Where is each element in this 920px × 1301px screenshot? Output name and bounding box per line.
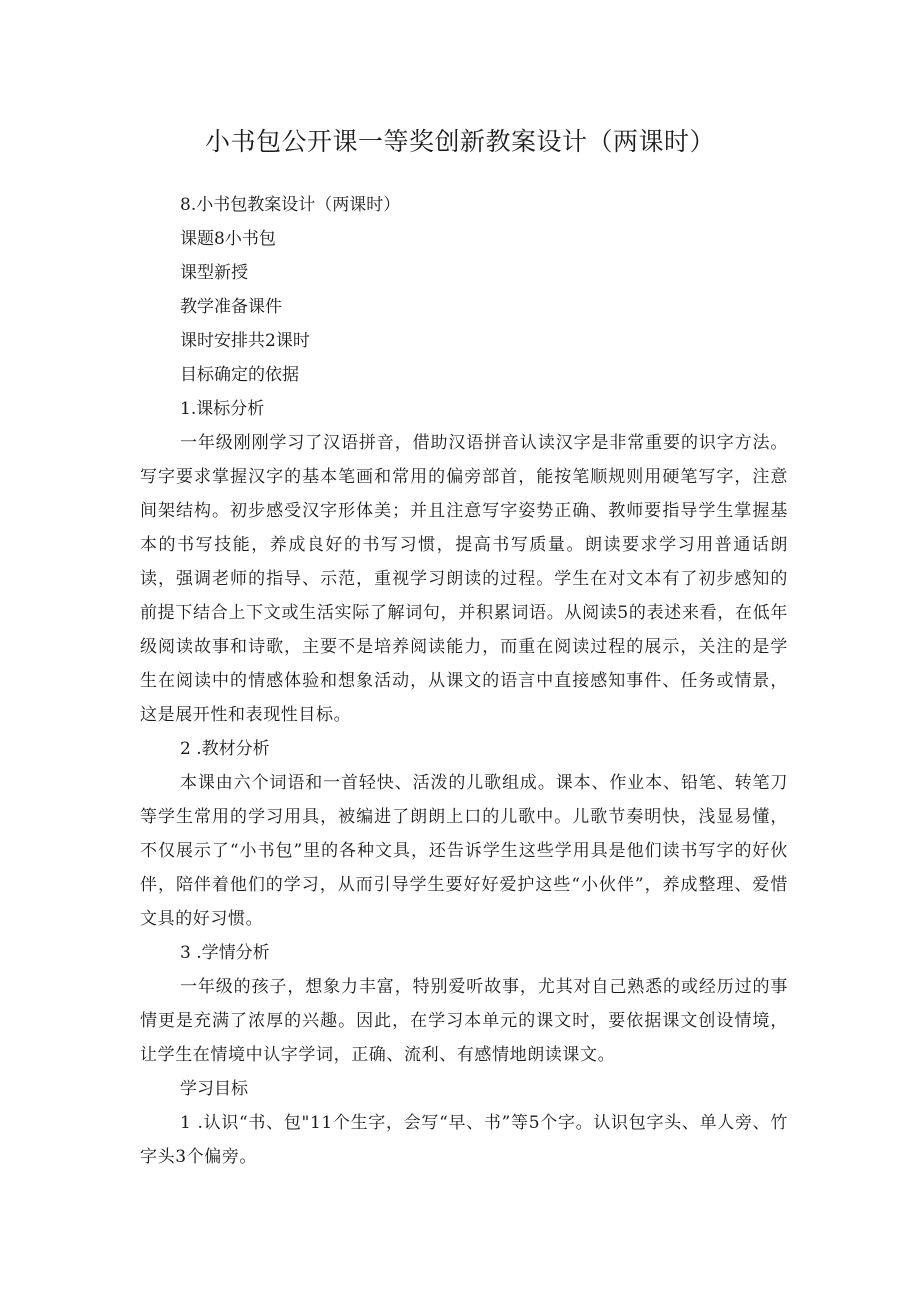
section1-heading: 1.课标分析 — [180, 399, 265, 419]
teaching-preparation: 教学准备课件 — [180, 297, 282, 317]
document-body — [140, 188, 788, 1174]
lesson-topic: 课题8小书包 — [180, 229, 276, 249]
lesson-type: 课型新授 — [180, 263, 248, 283]
section3-heading: 3 .学情分析 — [180, 943, 270, 963]
lesson-header: 8.小书包教案设计（两课时） — [180, 195, 401, 215]
page-title: 小书包公开课一等奖创新教案设计（两课时） — [204, 127, 715, 156]
class-schedule: 课时安排共2课时 — [180, 331, 310, 351]
section2-paragraph: 本课由六个词语和一首轻快、活泼的儿歌组成。课本、作业本、铅笔、转笔刀等学生常用的学习用具，被编进了朗朗上口的儿歌中。儿歌节奏明快，浅显易懂，不仅展示了“小书包”里的各种文具，还告诉学生这些学用具是他们读书写字的好伙伴，陪伴着他们的学习，从而引导学生要好好爱护这些“小伙伴”，养成整理、爱惜文具的好习惯。 — [140, 773, 788, 929]
goals-heading: 学习目标 — [180, 1079, 248, 1099]
section1-paragraph: 一年级刚刚学习了汉语拼音，借助汉语拼音认读汉字是非常重要的识字方法。写字要求掌握汉字的基本笔画和常用的偏旁部首，能按笔顺规则用硬笔写字，注意间架结构。初步感受汉字形体美；并且注意写字姿势正确、教师要指导学生掌握基本的书写技能，养成良好的书写习惯，提高书写质量。朗读要求学习用普通话朗读，强调老师的指导、示范，重视学习朗读的过程。学生在对文本有了初步感知的前提下结合上下文或生活实际了解词句，并积累词语。从阅读5的表述来看，在低年级阅读故事和诗歌，主要不是培养阅读能力，而重在阅读过程的展示，关注的是学生在阅读中的情感体验和想象活动，从课文的语言中直接感知事件、任务或情景，这是展开性和表现性目标。 — [140, 433, 788, 725]
section3-paragraph: 一年级的孩子，想象力丰富，特别爱听故事，尤其对自己熟悉的或经历过的事情更是充满了浓厚的兴趣。因此，在学习本单元的课文时，要依据课文创设情境，让学生在情境中认字学词，正确、流利、有感情地朗读课文。 — [140, 977, 788, 1065]
objective-basis-heading: 目标确定的依据 — [180, 365, 299, 385]
section2-heading: 2 .教材分析 — [180, 739, 270, 759]
goal1-paragraph: 1 .认识“书、包"11个生字，会写“早、书”等5个字。认识包字头、单人旁、竹字头3个偏旁。 — [140, 1113, 788, 1167]
